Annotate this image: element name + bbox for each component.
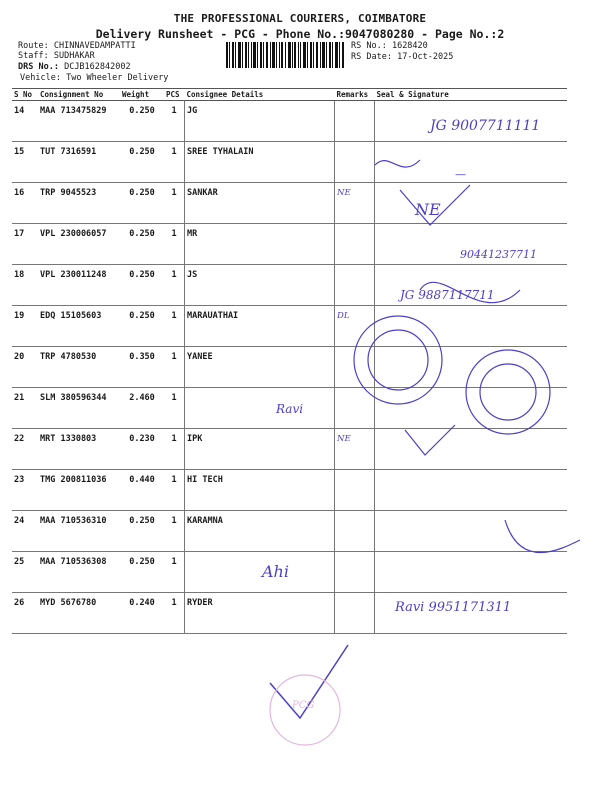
- row-weight: 0.250: [120, 183, 164, 224]
- col-sno: S No: [12, 89, 38, 101]
- pcg-stamp-text: PCG: [292, 700, 315, 711]
- table-row: [12, 183, 567, 224]
- route-line: [18, 41, 136, 51]
- row-remarks: DL: [335, 306, 375, 347]
- signature-row-15: —: [455, 168, 466, 181]
- row-weight: 0.250: [120, 511, 164, 552]
- table-row: [12, 552, 567, 593]
- row-remarks: [335, 470, 375, 511]
- row-sno: 22: [12, 429, 38, 470]
- row-sno: 23: [12, 470, 38, 511]
- row-consignee: [185, 552, 335, 593]
- row-consignment: TRP 9045523: [38, 183, 120, 224]
- row-seal-signature: [375, 306, 568, 347]
- row-weight: 0.250: [120, 101, 164, 142]
- row-sno: 20: [12, 347, 38, 388]
- row-sno: 21: [12, 388, 38, 429]
- rs-date-line: [351, 52, 453, 62]
- row-consignment: MAA 713475829: [38, 101, 120, 142]
- row-consignee: SREE TYHALAIN: [185, 142, 335, 183]
- company-title: THE PROFESSIONAL COURIERS, COIMBATORE: [173, 12, 427, 25]
- row-remarks: [335, 265, 375, 306]
- vehicle-label: Vehicle:: [20, 73, 61, 83]
- row-consignee: JG: [185, 101, 335, 142]
- row-remarks: [335, 388, 375, 429]
- table-row: [12, 306, 567, 347]
- row-consignment: TRP 4780530: [38, 347, 120, 388]
- row-consignee: SANKAR: [185, 183, 335, 224]
- row-pcs: 1: [164, 429, 185, 470]
- row-sno: 18: [12, 265, 38, 306]
- row-consignee: [185, 388, 335, 429]
- row-pcs: 1: [164, 347, 185, 388]
- row-consignment: TMG 200811036: [38, 470, 120, 511]
- row-seal-signature: [375, 388, 568, 429]
- row-seal-signature: [375, 142, 568, 183]
- row-remarks: [335, 552, 375, 593]
- row-sno: 16: [12, 183, 38, 224]
- row-consignee: RYDER: [185, 593, 335, 634]
- row-consignment: TUT 7316591: [38, 142, 120, 183]
- row-weight: 0.350: [120, 347, 164, 388]
- row-pcs: 1: [164, 388, 185, 429]
- note-row-21: Ravi: [276, 402, 304, 416]
- col-weight: Weight: [120, 89, 164, 101]
- signature-row-18: JG 9887117711: [400, 288, 495, 302]
- table-row: [12, 347, 567, 388]
- row-consignment: MYD 5676780: [38, 593, 120, 634]
- row-remarks: NE: [335, 183, 375, 224]
- row-sno: 24: [12, 511, 38, 552]
- table-row: [12, 429, 567, 470]
- row-consignee: JS: [185, 265, 335, 306]
- row-pcs: 1: [164, 224, 185, 265]
- row-pcs: 1: [164, 142, 185, 183]
- table-header-row: [12, 89, 567, 101]
- signature-row-26: Ravi 9951171311: [395, 600, 512, 615]
- row-consignment: MRT 1330803: [38, 429, 120, 470]
- drs-label: DRS No.:: [18, 62, 59, 72]
- col-remarks: Remarks: [335, 89, 375, 101]
- row-consignee: MARAUATHAI: [185, 306, 335, 347]
- col-seal: Seal & Signature: [375, 89, 568, 101]
- row-remarks: [335, 142, 375, 183]
- row-pcs: 1: [164, 306, 185, 347]
- row-seal-signature: [375, 470, 568, 511]
- row-seal-signature: [375, 429, 568, 470]
- signature-row-14: JG 9007711111: [430, 118, 541, 134]
- row-seal-signature: [375, 347, 568, 388]
- row-weight: 0.250: [120, 224, 164, 265]
- row-remarks: NE: [335, 429, 375, 470]
- table-row: [12, 142, 567, 183]
- row-weight: 0.230: [120, 429, 164, 470]
- row-remarks: [335, 347, 375, 388]
- row-pcs: 1: [164, 183, 185, 224]
- drs-value: DCJB162842002: [64, 62, 131, 72]
- row-weight: 0.250: [120, 552, 164, 593]
- rs-no-label: RS No.:: [351, 41, 387, 51]
- row-weight: 2.460: [120, 388, 164, 429]
- route-label: Route:: [18, 41, 49, 51]
- row-sno: 19: [12, 306, 38, 347]
- signature-row-17: 90441237711: [460, 248, 537, 261]
- col-pcs: PCS: [164, 89, 185, 101]
- row-consignment: MAA 710536308: [38, 552, 120, 593]
- row-remarks: [335, 101, 375, 142]
- row-seal-signature: [375, 511, 568, 552]
- row-remarks: [335, 224, 375, 265]
- row-weight: 0.440: [120, 470, 164, 511]
- row-sno: 17: [12, 224, 38, 265]
- row-sno: 26: [12, 593, 38, 634]
- row-consignment: SLM 380596344: [38, 388, 120, 429]
- row-weight: 0.250: [120, 265, 164, 306]
- row-pcs: 1: [164, 552, 185, 593]
- row-weight: 0.250: [120, 306, 164, 347]
- row-consignee: YANEE: [185, 347, 335, 388]
- row-pcs: 1: [164, 470, 185, 511]
- staff-value: SUDHAKAR: [53, 51, 95, 61]
- rs-date-label: RS Date:: [351, 52, 392, 62]
- signature-row-16: NE: [415, 200, 441, 219]
- drs-line: [18, 62, 131, 72]
- row-remarks: [335, 511, 375, 552]
- runsheet-table: [12, 88, 567, 634]
- row-consignment: VPL 230006057: [38, 224, 120, 265]
- rs-date-value: 17-Oct-2025: [397, 52, 454, 62]
- row-pcs: 1: [164, 511, 185, 552]
- row-pcs: 1: [164, 593, 185, 634]
- row-pcs: 1: [164, 265, 185, 306]
- rs-no-value: 1628420: [391, 41, 428, 51]
- row-remarks: [335, 593, 375, 634]
- row-consignee: HI TECH: [185, 470, 335, 511]
- col-consignment: Consignment No: [38, 89, 120, 101]
- note-ahi: Ahi: [262, 562, 289, 581]
- row-seal-signature: [375, 183, 568, 224]
- vehicle-value: Two Wheeler Delivery: [66, 73, 169, 83]
- rs-no-line: [351, 41, 428, 51]
- row-sno: 15: [12, 142, 38, 183]
- row-consignee: IPK: [185, 429, 335, 470]
- row-weight: 0.240: [120, 593, 164, 634]
- row-pcs: 1: [164, 101, 185, 142]
- row-seal-signature: [375, 552, 568, 593]
- row-weight: 0.250: [120, 142, 164, 183]
- row-sno: 14: [12, 101, 38, 142]
- row-consignment: EDQ 15105603: [38, 306, 120, 347]
- row-consignment: VPL 230011248: [38, 265, 120, 306]
- table-row: [12, 511, 567, 552]
- col-consignee: Consignee Details: [185, 89, 335, 101]
- staff-label: Staff:: [18, 51, 49, 61]
- table-row: [12, 470, 567, 511]
- vehicle-line: [20, 73, 168, 83]
- staff-line: [18, 51, 95, 61]
- runsheet-subtitle: Delivery Runsheet - PCG - Phone No.:9047080280 - Page No.:2: [95, 27, 505, 41]
- row-consignment: MAA 710536310: [38, 511, 120, 552]
- row-sno: 25: [12, 552, 38, 593]
- route-value: CHINNAVEDAMPATTI: [53, 41, 136, 51]
- row-consignee: KARAMNA: [185, 511, 335, 552]
- barcode-image: [226, 42, 346, 68]
- row-consignee: MR: [185, 224, 335, 265]
